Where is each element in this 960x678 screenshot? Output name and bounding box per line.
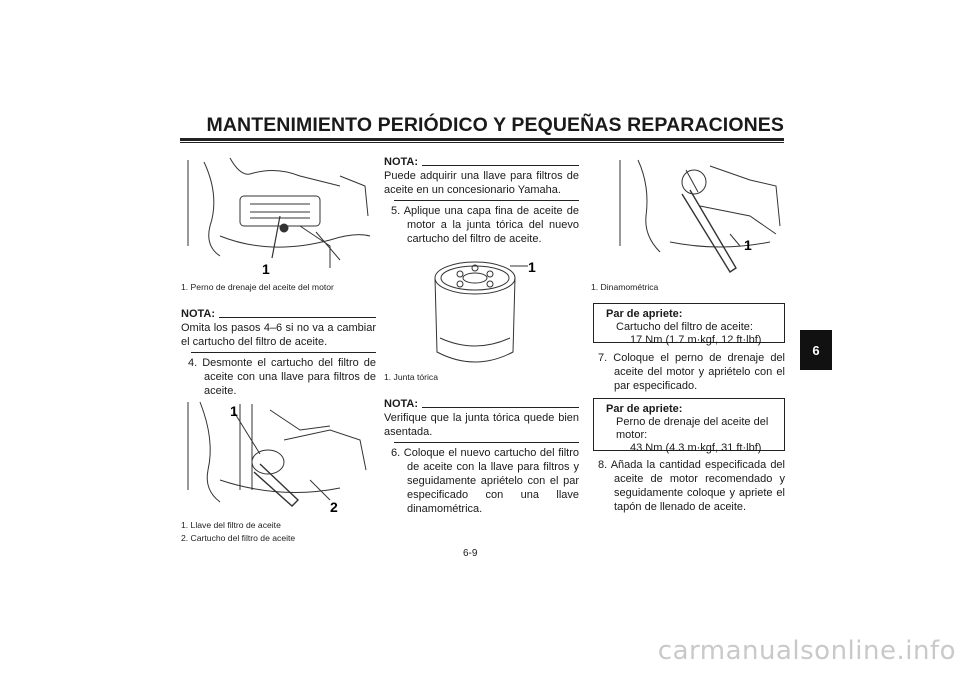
nota-end-rule bbox=[394, 442, 579, 443]
fig2-caption-2: 2. Cartucho del filtro de aceite bbox=[181, 533, 296, 543]
nota-heading: NOTA: bbox=[384, 397, 579, 411]
torque-spec-box-2 bbox=[593, 398, 785, 454]
nota-end-rule bbox=[191, 352, 376, 353]
fig2-callout-1: 1 bbox=[230, 403, 238, 419]
step-4: 4. Desmonte el cartucho del filtro de aceite con una llave para filtros de aceite. bbox=[188, 357, 376, 397]
watermark: carmanualsonline.info bbox=[657, 636, 956, 666]
fig4-caption: 1. Dinamométrica bbox=[591, 282, 659, 292]
fig4-callout: 1 bbox=[744, 237, 752, 253]
torque-spec-heading: Par de apriete: bbox=[606, 308, 683, 320]
nota-heading: NOTA: bbox=[181, 307, 376, 321]
fig1-caption: 1. Perno de drenaje del aceite del motor bbox=[181, 282, 334, 292]
nota-end-rule bbox=[394, 200, 579, 201]
torque-spec-item: Cartucho del filtro de aceite: bbox=[616, 321, 753, 333]
nota-heading: NOTA: bbox=[384, 155, 579, 169]
nota-block-2 bbox=[384, 155, 579, 246]
page-title: MANTENIMIENTO PERIÓDICO Y PEQUEÑAS REPARACIONES bbox=[206, 114, 784, 136]
fig2-caption-1: 1. Llave del filtro de aceite bbox=[181, 520, 281, 530]
fig3-callout: 1 bbox=[528, 259, 536, 275]
figure-engine-drain-bolt bbox=[180, 156, 374, 278]
nota-block-1 bbox=[181, 307, 376, 398]
fig2-callout-2: 2 bbox=[330, 499, 338, 515]
torque-spec-box-1 bbox=[593, 303, 785, 346]
step-8-block bbox=[591, 458, 785, 514]
figure-torque-wrench bbox=[590, 156, 784, 278]
page-number: 6-9 bbox=[463, 548, 478, 559]
fig2-caption bbox=[181, 519, 376, 545]
torque-spec-value: 17 Nm (1.7 m·kgf, 12 ft·lbf) bbox=[630, 334, 762, 346]
figure-oil-filter-cartridge bbox=[420, 254, 550, 370]
torque-spec-heading: Par de apriete: bbox=[606, 403, 683, 415]
title-rule bbox=[180, 138, 784, 141]
nota-text: Omita los pasos 4–6 si no va a cambiar el cartucho del filtro de aceite. bbox=[181, 322, 376, 348]
step-7: 7. Coloque el perno de drenaje del aceite del motor y apriételo con el par especificado. bbox=[598, 352, 785, 392]
nota-text: Verifique que la junta tórica quede bien asentada. bbox=[384, 412, 579, 438]
step-5: 5. Aplique una capa fina de aceite de motor a la junta tórica del nuevo cartucho del filtro de aceite. bbox=[391, 205, 579, 245]
torque-spec-value: 43 Nm (4.3 m·kgf, 31 ft·lbf) bbox=[630, 442, 762, 454]
figure-oil-filter-wrench bbox=[180, 400, 374, 518]
step-7-block bbox=[591, 351, 785, 393]
nota-text: Puede adquirir una llave para filtros de aceite en un concesionario Yamaha. bbox=[384, 170, 579, 196]
torque-spec-item: Perno de drenaje del aceite del motor: bbox=[616, 416, 769, 441]
step-6: 6. Coloque el nuevo cartucho del filtro de aceite con la llave para filtros y seguidamente apriételo con el par especificado con una llave dinamométrica. bbox=[391, 447, 579, 515]
fig3-caption: 1. Junta tórica bbox=[384, 372, 438, 382]
fig1-callout: 1 bbox=[262, 261, 270, 277]
title-rule-thin bbox=[180, 142, 784, 143]
nota-block-3 bbox=[384, 397, 579, 516]
chapter-tab: 6 bbox=[800, 330, 832, 370]
step-8: 8. Añada la cantidad especificada del aceite de motor recomendado y seguidamente coloque y apriete el tapón de llenado de aceite. bbox=[598, 459, 785, 513]
